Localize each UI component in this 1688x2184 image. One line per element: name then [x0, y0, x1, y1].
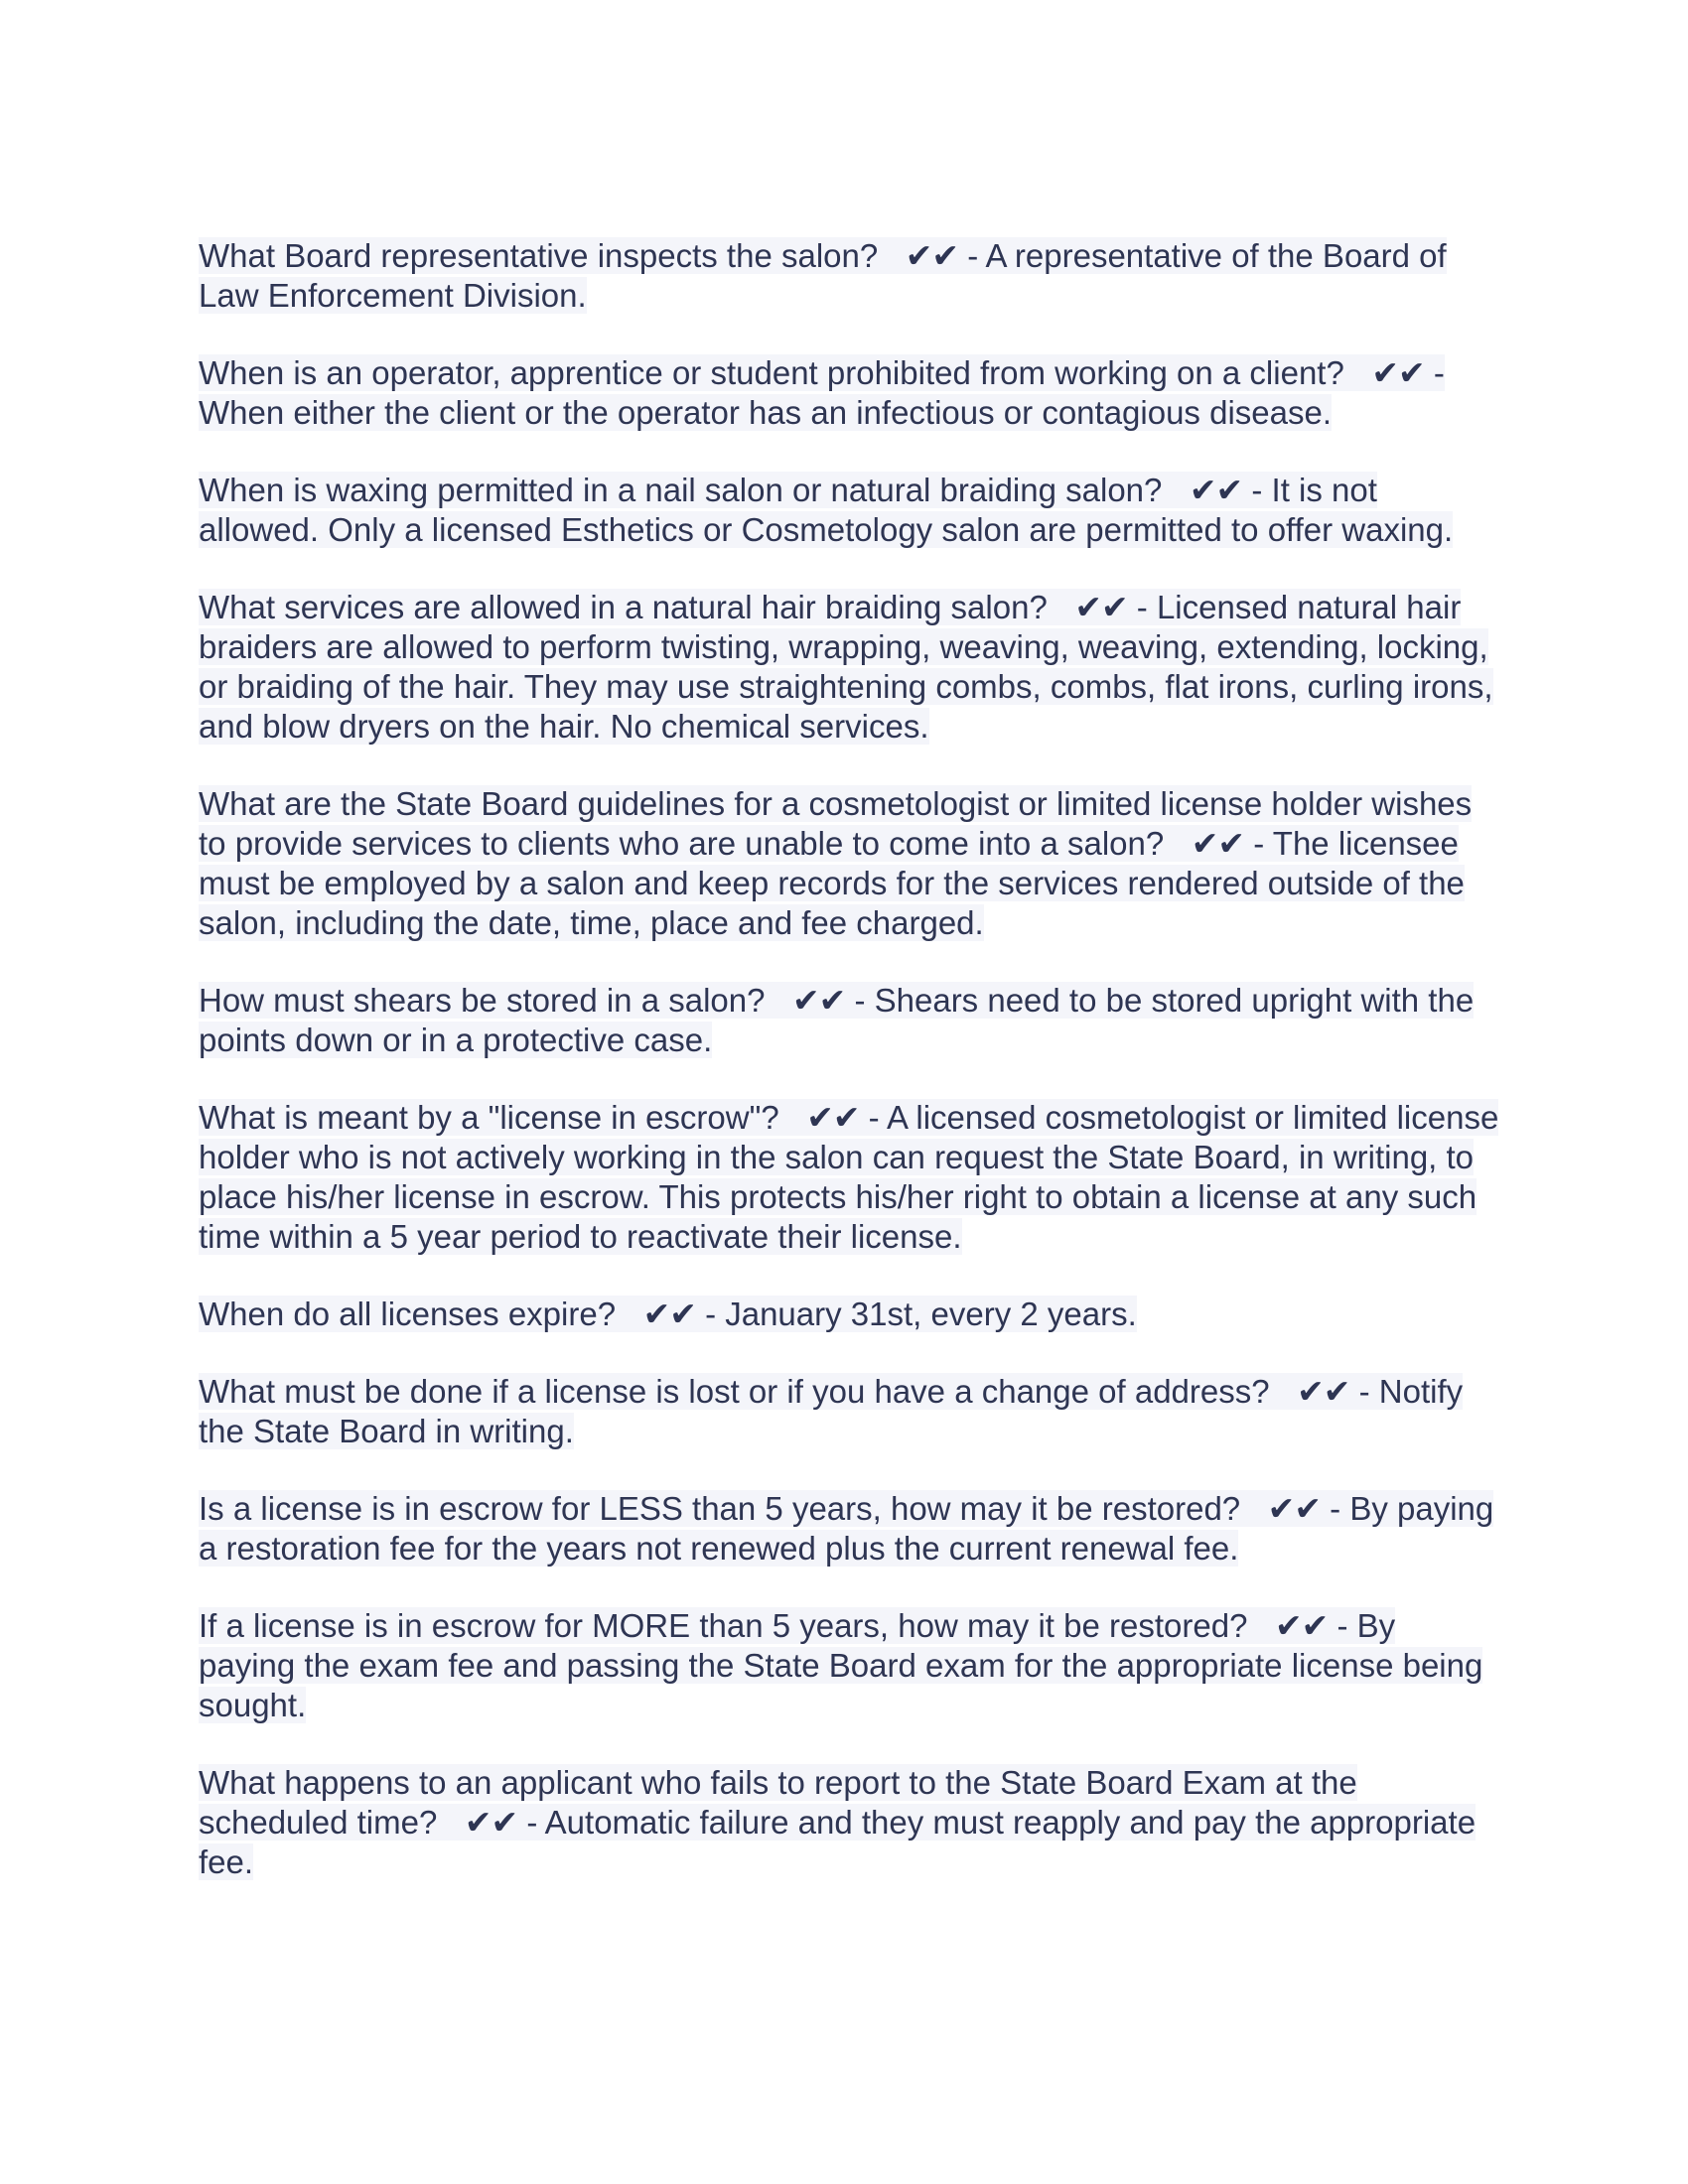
qa-item-9: [199, 1372, 1499, 1451]
answer: - Automatic failure and they must reapply and pay the appropriate fee.: [199, 1804, 1477, 1880]
qa-item-8: [199, 1295, 1499, 1334]
question: What services are allowed in a natural hair braiding salon?: [199, 589, 1048, 625]
double-check-icon: ✔✔: [1074, 588, 1128, 626]
double-check-icon: ✔✔: [1297, 1372, 1350, 1411]
qa-item-4: [199, 588, 1499, 747]
double-check-icon: ✔✔: [1371, 353, 1425, 392]
answer: - Licensed natural hair braiders are allowed to perform twisting, wrapping, weaving, weaving, extending, locking, or braiding of the hair. They may use straightening combs, combs, flat irons, curling irons, and blow dryers on the hair. No chemical services.: [199, 589, 1493, 745]
answer: - A licensed cosmetologist or limited license holder who is not actively working in the salon can request the State Board, in writing, to place his/her license in escrow. This protects his/her right to obtain a license at any such time within a 5 year period to reactivate their license.: [199, 1099, 1499, 1255]
question: What must be done if a license is lost or if you have a change of address?: [199, 1373, 1270, 1410]
document-page: [199, 236, 1499, 1920]
qa-item-3: [199, 471, 1499, 550]
answer: - Notify the State Board in writing.: [199, 1373, 1464, 1449]
question: When do all licenses expire?: [199, 1296, 617, 1332]
qa-item-11: [199, 1606, 1499, 1725]
answer: - It is not allowed. Only a licensed Esthetics or Cosmetology salon are permitted to offer waxing.: [199, 472, 1454, 548]
answer: - January 31st, every 2 years.: [705, 1296, 1137, 1332]
answer: - When either the client or the operator has an infectious or contagious disease.: [199, 354, 1445, 431]
double-check-icon: ✔✔: [905, 236, 959, 275]
qa-item-10: [199, 1489, 1499, 1569]
qa-item-2: [199, 353, 1499, 433]
double-check-icon: ✔✔: [791, 981, 846, 1020]
double-check-icon: ✔✔: [1274, 1606, 1329, 1645]
question: How must shears be stored in a salon?: [199, 982, 766, 1019]
answer: - A representative of the Board of Law Enforcement Division.: [199, 237, 1447, 314]
question: What is meant by a "license in escrow"?: [199, 1099, 779, 1136]
qa-item-12: [199, 1763, 1499, 1882]
double-check-icon: ✔✔: [1189, 471, 1243, 509]
question: If a license is in escrow for MORE than 5 years, how may it be restored?: [199, 1607, 1248, 1644]
answer: - By paying a restoration fee for the years not renewed plus the current renewal fee.: [199, 1490, 1494, 1567]
answer: - The licensee must be employed by a salon and keep records for the services rendered outside of the salon, including the date, time, place and fee charged.: [199, 825, 1465, 941]
double-check-icon: ✔✔: [1267, 1489, 1321, 1528]
double-check-icon: ✔✔: [642, 1295, 696, 1333]
qa-item-5: [199, 784, 1499, 943]
qa-item-1: [199, 236, 1499, 316]
question: What Board representative inspects the salon?: [199, 237, 879, 274]
answer: - By paying the exam fee and passing the State Board exam for the appropriate license being sought.: [199, 1607, 1483, 1723]
qa-item-6: [199, 981, 1499, 1060]
question: When is an operator, apprentice or student prohibited from working on a client?: [199, 354, 1344, 391]
question: What are the State Board guidelines for a cosmetologist or limited license holder wishes to provide services to clients who are unable to come into a salon?: [199, 785, 1473, 862]
answer: - Shears need to be stored upright with the points down or in a protective case.: [199, 982, 1475, 1058]
question: Is a license is in escrow for LESS than 5 years, how may it be restored?: [199, 1490, 1241, 1527]
qa-item-7: [199, 1098, 1499, 1257]
question: When is waxing permitted in a nail salon or natural braiding salon?: [199, 472, 1163, 508]
double-check-icon: ✔✔: [1191, 824, 1245, 863]
double-check-icon: ✔✔: [806, 1098, 860, 1137]
double-check-icon: ✔✔: [464, 1803, 518, 1842]
question: What happens to an applicant who fails to report to the State Board Exam at the scheduled time?: [199, 1764, 1357, 1841]
